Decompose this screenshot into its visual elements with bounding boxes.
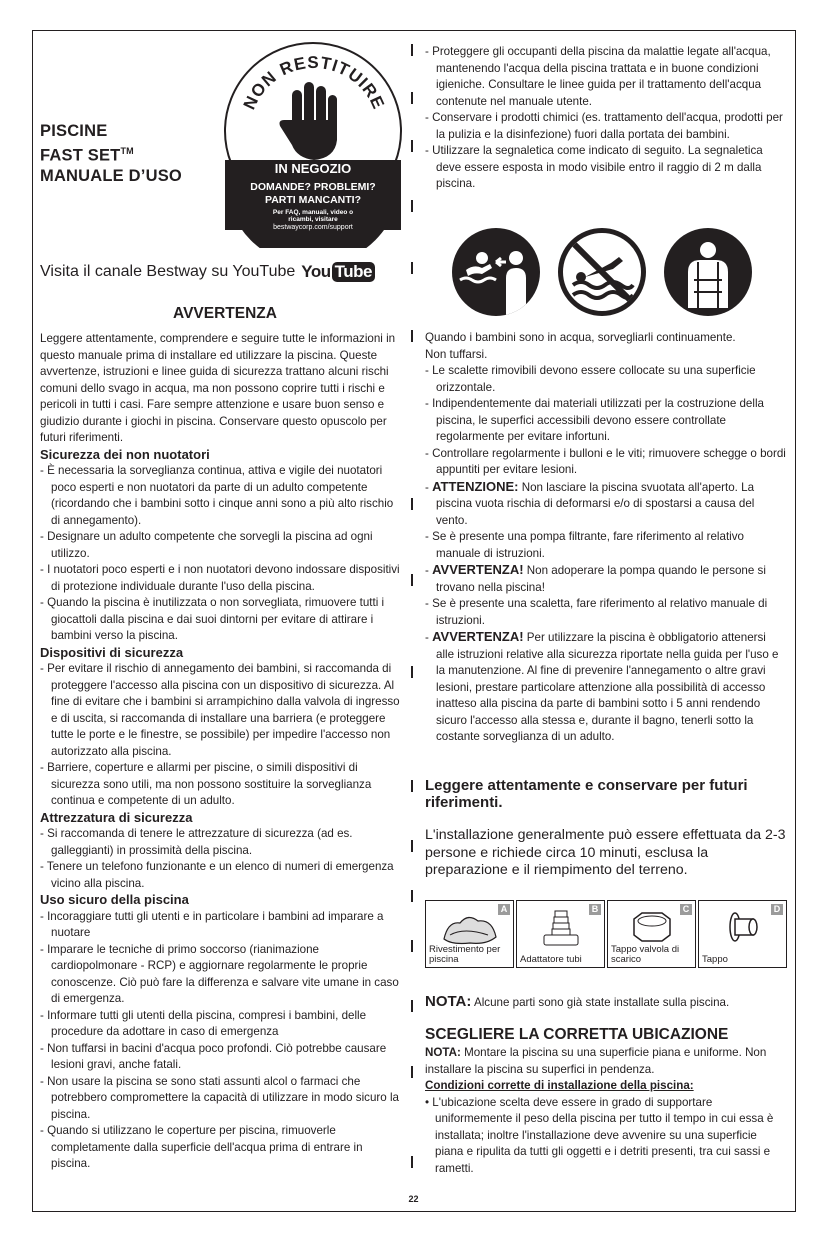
divider-tick — [411, 44, 413, 56]
title-line-1: PISCINE — [40, 122, 108, 140]
youtube-text: Visita il canale Bestway su YouTube — [40, 263, 296, 280]
life-vest-icon — [664, 228, 752, 316]
badge-questions: DOMANDE? PROBLEMI? — [250, 181, 376, 193]
list-item: - Per evitare il rischio di annegamento dei bambini, si raccomanda di proteggere l'accesso alla piscina con un dispositivo di sicurezza. Al fine di evitare che i bambini si arrampichino dalla valvola di ingresso e di uscita, si raccomanda di installare una barriera (e proteggere tutte le porte e le finestre, se possibile) per impedire l'accesso non autorizzato alla piscina. — [40, 662, 400, 758]
warning-item: - AVVERTENZA! Non adoperare la pompa quando le persone si trovano nella piscina! — [425, 562, 766, 594]
list-item: - Tenere un telefono funzionante e un elenco di numeri di emergenza vicino alla piscina. — [40, 860, 394, 890]
divider-tick — [411, 1000, 413, 1012]
list-item: - Se è presente una scaletta, fare riferimento al relativo manuale di istruzioni. — [425, 597, 768, 627]
section-heading: Uso sicuro della piscina — [40, 892, 189, 907]
part-d: D Tappo — [698, 900, 787, 968]
youtube-logo[interactable]: You Tube — [301, 262, 375, 282]
parts-list — [425, 900, 787, 968]
nota-line: NOTA: Alcune parti sono già state installate sulla piscina. — [425, 993, 730, 1010]
installation-text: L'installazione generalmente può essere effettuata da 2-3 persone e richiede circa 10 minuti, esclusa la preparazione e il riempimento del terreno. — [425, 827, 786, 878]
divider-tick — [411, 666, 413, 678]
list-item: - Designare un adulto competente che sorvegli la piscina ad ogni utilizzo. — [40, 530, 373, 560]
divider-tick — [411, 92, 413, 104]
divider-tick — [411, 1156, 413, 1168]
list-item: - Le scalette rimovibili devono essere collocate su una superficie orizzontale. — [425, 364, 756, 394]
section-heading: Dispositivi di sicurezza — [40, 644, 184, 660]
list-item: - Quando la piscina è inutilizzata o non sorvegliata, rimuovere tutti i giocattoli dalla piscina e dai suoi dintorni per evitare di attirare i bambini verso la piscina. — [40, 596, 385, 642]
list-item: - I nuotatori poco esperti e i non nuotatori devono indossare dispositivi di protezione individuale durante l'uso della piscina. — [40, 563, 400, 593]
divider-tick — [411, 140, 413, 152]
part-c: C Tappo valvola di scarico — [607, 900, 696, 968]
divider-tick — [411, 262, 413, 274]
supervise-children-icon — [452, 228, 540, 316]
right-column-warnings — [425, 330, 787, 746]
badge-arc-text: NON RESTITUIRE — [239, 52, 389, 113]
divider-tick — [411, 890, 413, 902]
do-not-return-badge — [222, 40, 404, 248]
title-line-3: MANUALE D’USO — [40, 166, 182, 185]
list-item: - Non usare la piscina se sono stati assunti alcol o farmaci che potrebbero compromettere la capacità di utilizzare in modo sicuro la piscina. — [40, 1074, 399, 1121]
list-item: - Controllare regolarmente i bulloni e le viti; rimuovere schegge o bordi appuntiti per evitare lesioni. — [425, 446, 786, 476]
divider-tick — [411, 574, 413, 586]
list-item: - Utilizzare la segnaletica come indicato di seguito. La segnaletica deve essere esposta in modo visibile entro il raggio di 2 m dalla piscina. — [425, 144, 763, 190]
divider-tick — [411, 1066, 413, 1078]
hose-adapter-icon — [536, 909, 586, 949]
section-heading: Attrezzatura di sicurezza — [40, 809, 193, 825]
part-a: A Rivestimento per piscina — [425, 900, 514, 968]
intro-paragraph: Leggere attentamente, comprendere e seguire tutte le informazioni in questo manuale prima di installare ed utilizzare la piscina. Queste avvertenze, istruzioni e linee guida di sicurezza trattano alcuni rischi comuni dello svago in acqua, ma non possono coprire tutti i rischi e pericoli in tutti i casi. Fare sempre attenzione e usare buon senso e giudizio durante i giochi in piscina. Conservare questo opuscolo per futuri riferimenti. — [40, 332, 396, 444]
right-column-top — [425, 44, 787, 193]
page-number: 22 — [408, 1194, 419, 1204]
list-item: - Imparare le tecniche di primo soccorso (rianimazione cardiopolmonare - RCP) e aggiornare regolarmente le proprie conoscenze. Ciò può fare la differenza e salvare vite umane in caso di emergenza. — [40, 942, 399, 1005]
warning-item: - AVVERTENZA! Per utilizzare la piscina è obbligatorio attenersi alle istruzioni relative alla sicurezza riportate nella guida per l'uso e la manutenzione. Al fine di prevenire l'annegamento o altre gravi lesioni, prestare particolare attenzione alla possibilità di accesso inatteso alla piscina da parte di bambini sotto i 5 anni rendendo sicuro l'accesso alla stessa e, durante il bagno, tenerli sotto la costante sorveglianza di un adulto. — [425, 629, 779, 743]
conditions-item: • L'ubicazione scelta deve essere in grado di supportare uniformemente il peso della piscina per tutto il tempo in cui essa è installata; inoltre l'installazione deve avvenire su una superficie piana e ripulita da tutti gli oggetti e i detriti presenti, tra cui sassi e rametti. — [425, 1095, 774, 1175]
list-item: - Barriere, coperture e allarmi per piscine, o simili dispositivi di sicurezza sono utili, ma non possono sostituire la sorveglianza continua e competente di un adulto. — [40, 761, 372, 807]
badge-store-text: IN NEGOZIO — [274, 161, 352, 176]
drain-valve-cap-icon — [626, 909, 678, 945]
left-column — [40, 331, 402, 1173]
list-item: - Se è presente una pompa filtrante, fare riferimento al relativo manuale di istruzioni. — [425, 530, 744, 560]
warning-item: - ATTENZIONE: Non lasciare la piscina svuotata all'aperto. La piscina vuota rischia di deformarsi e/o di spostarsi a causa del vento. — [425, 478, 755, 527]
warning-title: AVVERTENZA — [173, 305, 277, 322]
divider-tick — [411, 498, 413, 510]
list-item: - Proteggere gli occupanti della piscina da malattie legate all'acqua, mantenendo l'acqua della piscina trattata e in buone condizioni igieniche. Consultare le linee guida per il trattamento dell'acqua contenute nel manuale utente. — [425, 45, 771, 108]
safety-signs — [452, 228, 752, 316]
badge-faq-2: ricambi, visitare — [288, 216, 338, 223]
list-item: Quando i bambini sono in acqua, sorvegliarli continuamente. — [425, 331, 736, 344]
divider-tick — [411, 780, 413, 792]
list-item: Non tuffarsi. — [425, 347, 488, 361]
list-item: - Conservare i prodotti chimici (es. trattamento dell'acqua, prodotti per la pulizia e la disinfezione) fuori dalla portata dei bambini. — [425, 111, 783, 141]
youtube-line — [40, 262, 375, 282]
list-item: - Non tuffarsi in bacini d'acqua poco profondi. Ciò potrebbe causare lesioni gravi, anche fatali. — [40, 1041, 387, 1071]
title-line-2: FAST SET™ — [40, 146, 134, 165]
list-item: - Incoraggiare tutti gli utenti e in particolare i bambini ad imparare a nuotare — [40, 909, 384, 939]
divider-tick — [411, 330, 413, 342]
badge-parts: PARTI MANCANTI? — [264, 194, 362, 206]
list-item: - Indipendentemente dai materiali utilizzati per la costruzione della piscina, le superfici accessibili devono essere controllate regolarmente per evitare infortuni. — [425, 397, 764, 443]
part-b: B Adattatore tubi — [516, 900, 605, 968]
conditions-heading: Condizioni corrette di installazione della piscina: — [425, 1079, 694, 1092]
list-item: - Informare tutti gli utenti della piscina, compresi i bambini, delle procedure da adottare in caso di emergenza — [40, 1008, 367, 1038]
manual-title — [40, 121, 220, 186]
divider-tick — [411, 200, 413, 212]
no-diving-icon — [558, 228, 646, 316]
section-heading: Sicurezza dei non nuotatori — [40, 446, 210, 462]
divider-tick — [411, 940, 413, 952]
pool-liner-icon — [440, 909, 500, 947]
list-item: - È necessaria la sorveglianza continua, attiva e vigile dei nuotatori poco esperti e non nuotatori da parte di un adulto competente (ricordando che i bambini sotto i cinque anni sono a più alto rischio di annegamento). — [40, 464, 394, 527]
read-carefully-heading: Leggere attentamente e conservare per futuri riferimenti. — [425, 777, 748, 811]
choose-location-heading: SCEGLIERE LA CORRETTA UBICAZIONE — [425, 1026, 729, 1043]
badge-url[interactable]: bestwaycorp.com/support — [273, 224, 353, 231]
list-item: - Quando si utilizzano le coperture per piscina, rimuoverle completamente dalla superficie dell'acqua prima di entrare in piscina. — [40, 1124, 363, 1170]
list-item: - Si raccomanda di tenere le attrezzature di sicurezza (ad es. galleggianti) in prossimità della piscina. — [40, 827, 353, 857]
badge-faq-1: Per FAQ, manuali, video o — [272, 209, 354, 216]
choose-location-text: NOTA: Montare la piscina su una superficie piana e uniforme. Non installare la piscina su superfici in pendenza. Condizioni corrette di installazione della piscina: • L'ubicazione scelta deve essere in grado di supportare uniformemente il peso della piscina per tutto il tempo in cui essa è installata; inoltre l'installazione deve avvenire su una superficie piana e ripulita da tutti gli oggetti e i detriti presenti, tra cui sassi e rametti. — [425, 1045, 787, 1177]
divider-tick — [411, 840, 413, 852]
plug-icon — [721, 909, 765, 945]
